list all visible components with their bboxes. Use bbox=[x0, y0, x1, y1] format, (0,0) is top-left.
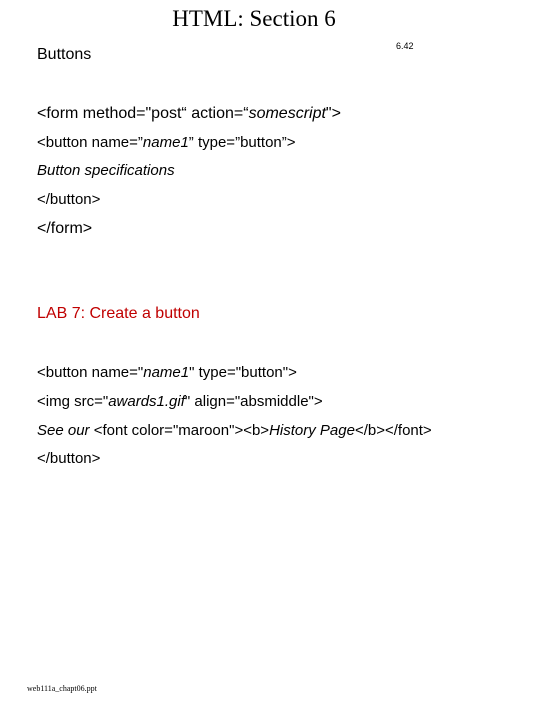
lab-img-part3: " align="absmiddle"> bbox=[184, 393, 323, 410]
button-specifications bbox=[37, 161, 175, 180]
lab-history-page-text: History Page bbox=[269, 422, 355, 439]
button-specifications-text: Button specifications bbox=[37, 162, 175, 179]
lab-see-our-line bbox=[37, 421, 432, 440]
button-open-tag bbox=[37, 133, 296, 152]
slide-title: HTML: Section 6 bbox=[172, 6, 336, 31]
form-open-tag bbox=[37, 104, 341, 123]
lab-button-name-value: name1 bbox=[143, 364, 190, 381]
lab-button-open-tag bbox=[37, 363, 297, 382]
button-open-part3: ” type=”button”> bbox=[188, 134, 296, 151]
form-action-value: somescript bbox=[248, 105, 326, 122]
button-name-value: name1 bbox=[142, 134, 189, 151]
lab-font-close-tag: </b></font> bbox=[354, 422, 432, 439]
page-number: 6.42 bbox=[396, 41, 414, 51]
form-open-part1: <form method="post“ action=“ bbox=[37, 105, 249, 122]
lab-img-tag bbox=[37, 392, 323, 411]
form-close-tag: </form> bbox=[37, 220, 93, 237]
lab-button-open-part3: " type="button"> bbox=[189, 364, 297, 381]
section-heading: Buttons bbox=[37, 46, 92, 63]
lab-img-src-value: awards1.gif bbox=[108, 393, 185, 410]
lab-font-open-tag: <font color="maroon"><b> bbox=[93, 422, 270, 439]
lab-title: LAB 7: Create a button bbox=[37, 305, 200, 322]
form-open-part3: "> bbox=[325, 105, 341, 122]
lab-button-open-part1: <button name=" bbox=[37, 364, 144, 381]
lab-img-part1: <img src=" bbox=[37, 393, 109, 410]
lab-button-close-tag: </button> bbox=[37, 450, 101, 467]
button-open-part1: <button name=” bbox=[37, 134, 143, 151]
lab-see-our-text: See our bbox=[37, 422, 94, 439]
footer-filename: web111a_chapt06.ppt bbox=[27, 684, 97, 693]
button-close-tag: </button> bbox=[37, 191, 101, 208]
